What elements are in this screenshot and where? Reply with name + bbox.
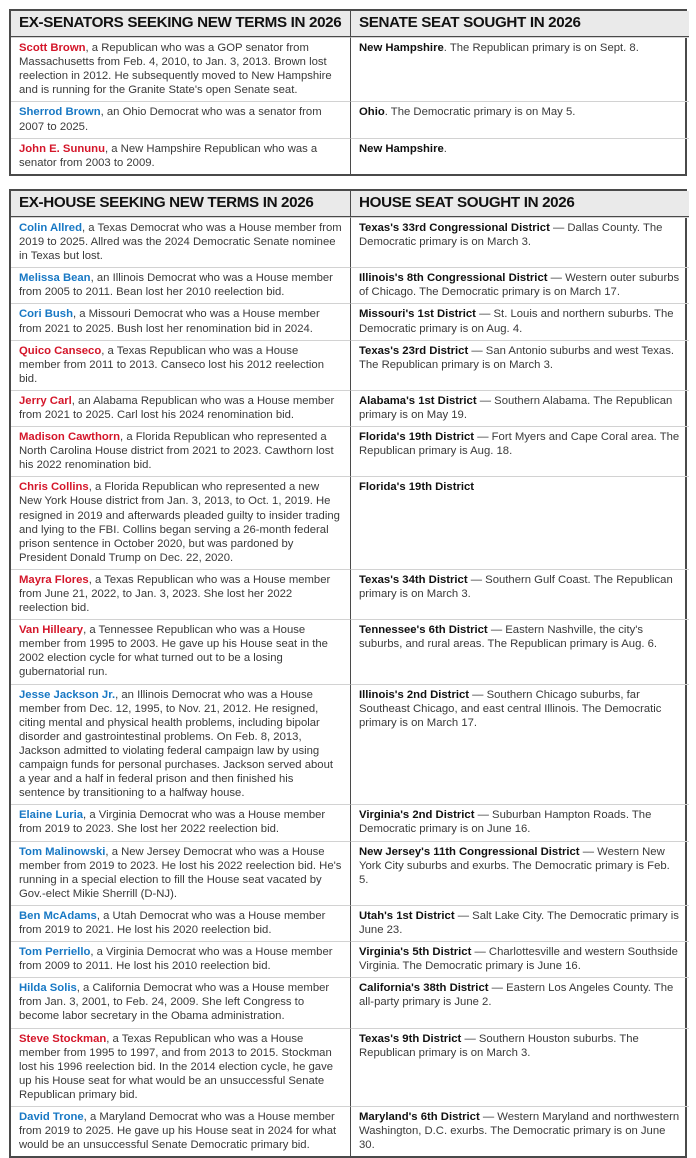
table-row: [11, 977, 685, 1027]
person-cell: [11, 841, 350, 905]
table-row: [11, 569, 685, 619]
person-bio: , a Virginia Democrat who was a House member from 2019 to 2023. She lost her 2022 reelection bid.: [19, 809, 326, 836]
person-name: Cori Bush: [19, 308, 73, 321]
person-cell: [11, 941, 350, 977]
person-cell: [11, 905, 350, 941]
table-row: [11, 37, 685, 101]
seat-name: New Jersey's 11th Congressional District: [359, 845, 580, 858]
seat-name: Maryland's 6th District: [359, 1111, 480, 1123]
person-bio: , a Maryland Democrat who was a House member from 2019 to 2025. He gave up his House seat in 2024 for what would be an unsuccessful Senate Democratic primary bid.: [19, 1111, 337, 1152]
seat-description: — Charlottesville and western Southside Virginia. The Democratic primary is June 16.: [359, 946, 678, 973]
person-name: Tom Perriello: [19, 946, 91, 959]
column-header-right: SENATE SEAT SOUGHT IN 2026: [350, 11, 689, 37]
person-bio: , a California Democrat who was a House member from Jan. 3, 2001, to Feb. 24, 2009. She left Congress to become labor secretary in the Obama administration.: [19, 982, 330, 1023]
seat-name: Florida's 19th District: [359, 431, 475, 444]
table-row: [11, 1028, 685, 1106]
table-row: [11, 340, 685, 390]
seat-description: — St. Louis and northern suburbs. The Democratic primary is on Aug. 4.: [359, 308, 674, 335]
person-name: David Trone: [19, 1111, 84, 1123]
person-bio: , a Tennessee Republican who was a House member from 1995 to 2003. He gave up his House seat in the 2002 election cycle for what turned out to be a losing gubernatorial run.: [19, 624, 328, 679]
seat-name: Florida's 19th District: [359, 481, 475, 494]
table-row: [11, 684, 685, 805]
person-cell: [11, 101, 350, 137]
person-bio: , a Missouri Democrat who was a House member from 2021 to 2025. Bush lost her renomination bid in 2024.: [19, 308, 320, 335]
seat-description: . The Republican primary is on Sept. 8.: [443, 42, 639, 55]
table-header-senate: [11, 11, 685, 37]
person-bio: , a Utah Democrat who was a House member from 2019 to 2021. He lost his 2020 reelection bid.: [19, 909, 326, 936]
seat-name: Ohio: [359, 106, 385, 119]
seat-cell: [350, 303, 689, 339]
table-row: [11, 841, 685, 905]
seat-cell: [350, 390, 689, 426]
person-bio: , a Republican who was a GOP senator from Massachusetts from Feb. 4, 2010, to Jan. 3, 2013. Brown lost reelection in 2012. He subsequently moved to New Hampshire and is running for the Granite State's open Senate seat.: [19, 42, 332, 97]
person-name: Scott Brown: [19, 42, 86, 55]
person-bio: , a Florida Republican who represented a North Carolina House district from 2021 to 2023. Cawthorn lost his 2022 renomination bid.: [19, 431, 334, 472]
person-cell: [11, 569, 350, 619]
seat-name: Utah's 1st District: [359, 909, 455, 922]
person-bio: , a Florida Republican who represented a new New York House district from Jan. 3, 2013, to Oct. 1, 2019. He resigned in 2019 and afterwards pleaded guilty to insider trading and lying to the FBI. Collins began serving a 26-month federal prison sentence in October 2020, but was pardoned by President Donald Trump on Dec. 22, 2020.: [19, 481, 340, 564]
seat-cell: [350, 217, 689, 267]
person-name: Elaine Luria: [19, 809, 84, 822]
seat-description: — Southern Chicago suburbs, far Southeast Chicago, and east central Illinois. The Democratic primary is on March 17.: [359, 688, 662, 729]
seat-description: — Dallas County. The Democratic primary is on March 3.: [359, 221, 663, 249]
person-name: Steve Stockman: [19, 1032, 107, 1045]
seat-name: Texas's 33rd Congressional District: [359, 221, 550, 234]
table-row: [11, 619, 685, 683]
table-row: [11, 138, 685, 174]
seat-description: — Eastern Nashville, the city's suburbs, and rural areas. The Republican primary is Aug. 6.: [359, 624, 658, 651]
seat-cell: [350, 684, 689, 805]
seat-name: Illinois's 2nd District: [359, 688, 470, 701]
seat-description: — Western New York City suburbs and exurbs. The Democratic primary is Feb. 5.: [359, 845, 670, 886]
person-cell: [11, 476, 350, 569]
table-row: [11, 390, 685, 426]
person-bio: , a Texas Republican who was a House member from 1995 to 1997, and from 2013 to 2015. Stockman lost his 1996 reelection bid. In the 2014 election cycle, he gave up his House seat for what would be an unsuccessful Senate Republican primary bid.: [19, 1032, 334, 1101]
table-row: [11, 101, 685, 137]
person-name: Hilda Solis: [19, 982, 77, 995]
person-bio: , a New Hampshire Republican who was a senator from 2003 to 2009.: [19, 142, 318, 169]
seat-name: Illinois's 8th Congressional District: [359, 272, 548, 285]
person-name: Jesse Jackson Jr.: [19, 688, 116, 701]
seat-cell: [350, 569, 689, 619]
seat-description: — San Antonio suburbs and west Texas. The Republican primary is on March 3.: [359, 344, 675, 371]
seat-cell: [350, 426, 689, 476]
seat-description: — Salt Lake City. The Democratic primary is June 23.: [359, 909, 679, 936]
person-name: Madison Cawthorn: [19, 431, 121, 444]
person-name: Quico Canseco: [19, 344, 102, 357]
person-bio: , a Virginia Democrat who was a House member from 2009 to 2011. He lost his 2010 reelection bid.: [19, 946, 333, 973]
table-senate: [9, 9, 687, 176]
seat-name: Missouri's 1st District: [359, 308, 476, 321]
person-name: John E. Sununu: [19, 142, 105, 155]
table-row: [11, 217, 685, 267]
person-bio: , an Illinois Democrat who was a House member from Dec. 12, 1995, to Nov. 21, 2012. He resigned, citing mental and physical health problems, including bipolar disorder and gastrointestinal problems. On Feb. 8, 2013, Jackson admitted to violating federal campaign law by using campaign funds for personal purchases. Jackson served about a year and a half in federal prison and then finished his sentence by transitioning to a halfway house.: [19, 688, 333, 800]
seat-name: Texas's 23rd District: [359, 344, 469, 357]
seat-cell: [350, 101, 689, 137]
seat-description: .: [443, 142, 447, 155]
person-cell: [11, 977, 350, 1027]
person-bio: , an Ohio Democrat who was a senator from 2007 to 2025.: [19, 106, 322, 133]
person-bio: , an Alabama Republican who was a House member from 2021 to 2025. Carl lost his 2024 renomination bid.: [19, 394, 335, 421]
table-row: [11, 476, 685, 569]
seat-cell: [350, 804, 689, 840]
seat-description: — Suburban Hampton Roads. The Democratic primary is on June 16.: [359, 809, 652, 836]
person-name: Sherrod Brown: [19, 106, 101, 119]
table-row: [11, 1106, 685, 1156]
seat-name: Texas's 9th District: [359, 1032, 462, 1045]
table-row: [11, 804, 685, 840]
person-cell: [11, 37, 350, 101]
seat-name: New Hampshire: [359, 42, 444, 55]
person-cell: [11, 267, 350, 303]
person-cell: [11, 804, 350, 840]
column-header-right: HOUSE SEAT SOUGHT IN 2026: [350, 191, 689, 217]
seat-cell: [350, 37, 689, 101]
column-header-left: EX-SENATORS SEEKING NEW TERMS IN 2026: [11, 11, 350, 37]
table-header-house: [11, 191, 685, 217]
seat-description: — Fort Myers and Cape Coral area. The Republican primary is Aug. 18.: [359, 431, 680, 458]
table-house: [9, 189, 687, 1158]
table-row: [11, 426, 685, 476]
seat-name: New Hampshire: [359, 142, 444, 155]
seat-description: — Western Maryland and northwestern Washington, D.C. exurbs. The Democratic primary is on June 30.: [359, 1111, 680, 1152]
seat-name: Tennessee's 6th District: [359, 624, 488, 637]
seat-description: . The Democratic primary is on May 5.: [384, 106, 576, 119]
seat-cell: [350, 905, 689, 941]
seat-name: Virginia's 5th District: [359, 946, 472, 959]
person-name: Ben McAdams: [19, 909, 97, 922]
person-cell: [11, 138, 350, 174]
person-cell: [11, 340, 350, 390]
seat-cell: [350, 941, 689, 977]
tables-container: [9, 9, 687, 1158]
seat-cell: [350, 138, 689, 174]
person-name: Mayra Flores: [19, 573, 89, 586]
person-name: Van Hilleary: [19, 624, 84, 637]
seat-cell: [350, 1028, 689, 1106]
column-header-left: EX-HOUSE SEEKING NEW TERMS IN 2026: [11, 191, 350, 217]
table-row: [11, 941, 685, 977]
person-name: Tom Malinowski: [19, 845, 106, 858]
seat-name: Alabama's 1st District: [359, 394, 477, 407]
seat-description: — Eastern Los Angeles County. The all-party primary is June 2.: [359, 982, 674, 1009]
seat-cell: [350, 1106, 689, 1156]
person-cell: [11, 1106, 350, 1156]
table-row: [11, 905, 685, 941]
seat-cell: [350, 267, 689, 303]
person-bio: , a Texas Republican who was a House member from 2011 to 2013. Canseco lost his 2012 reelection bid.: [19, 344, 324, 385]
seat-description: — Southern Alabama. The Republican primary is on May 19.: [359, 394, 673, 421]
person-cell: [11, 303, 350, 339]
seat-description: — Southern Houston suburbs. The Republican primary is on March 3.: [359, 1032, 639, 1059]
person-cell: [11, 390, 350, 426]
person-cell: [11, 1028, 350, 1106]
seat-description: — Western outer suburbs of Chicago. The Democratic primary is on March 17.: [359, 272, 680, 299]
person-cell: [11, 684, 350, 805]
table-row: [11, 267, 685, 303]
seat-cell: [350, 977, 689, 1027]
person-bio: , a Texas Republican who was a House member from June 21, 2022, to Jan. 3, 2023. She lost her 2022 reelection bid.: [19, 573, 331, 615]
person-bio: , a Texas Democrat who was a House member from 2019 to 2025. Allred was the 2024 Democratic Senate nominee in Texas but lost.: [19, 221, 342, 263]
person-cell: [11, 619, 350, 683]
seat-name: California's 38th District: [359, 982, 489, 995]
person-name: Chris Collins: [19, 481, 89, 494]
seat-description: — Southern Gulf Coast. The Republican primary is on March 3.: [359, 573, 673, 600]
person-cell: [11, 217, 350, 267]
person-bio: , an Illinois Democrat who was a House member from 2005 to 2011. Bean lost her 2010 reelection bid.: [19, 272, 333, 299]
person-name: Jerry Carl: [19, 394, 72, 407]
seat-cell: [350, 476, 689, 569]
person-bio: , a New Jersey Democrat who was a House member from 2019 to 2023. He lost his 2022 reelection bid. He's running in a special election to fill the House seat vacated by Gov.-elect Mikie Sherrill (D-NJ).: [19, 845, 342, 900]
seat-cell: [350, 619, 689, 683]
person-name: Colin Allred: [19, 221, 82, 234]
seat-name: Texas's 34th District: [359, 573, 468, 586]
table-row: [11, 303, 685, 339]
person-cell: [11, 426, 350, 476]
seat-name: Virginia's 2nd District: [359, 809, 475, 822]
person-name: Melissa Bean: [19, 272, 91, 285]
seat-cell: [350, 340, 689, 390]
seat-cell: [350, 841, 689, 905]
